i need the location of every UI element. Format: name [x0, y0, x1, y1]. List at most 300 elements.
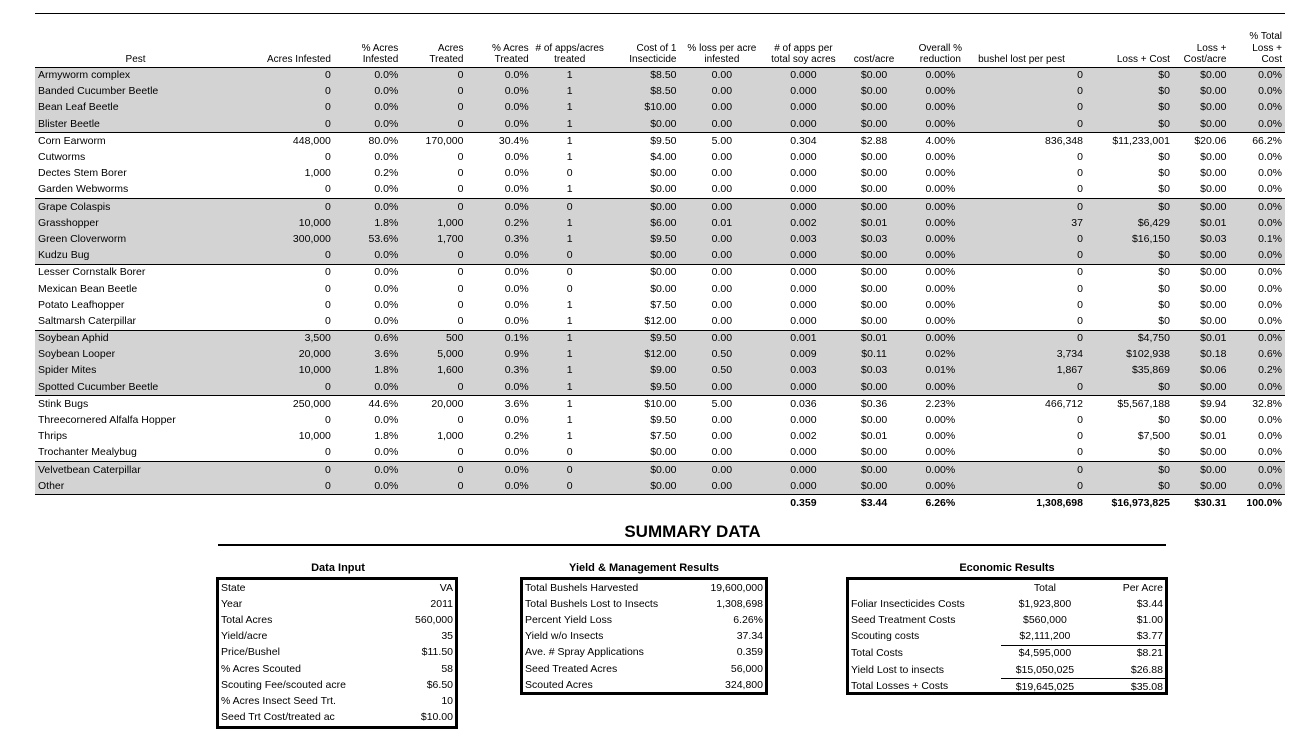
pct-acres-treated-cell: 0.0% — [466, 248, 531, 265]
pest-name-cell: Cutworms — [38, 151, 86, 164]
loss-plus-cost-cell: $0 — [1158, 414, 1170, 427]
pct-acres-treated-cell: 0.0% — [504, 151, 529, 164]
col-header: bushel lost per pest — [975, 22, 1086, 67]
header-row — [35, 22, 1285, 67]
pct-loss-cell: 0.50 — [680, 363, 765, 379]
loss-cost-acre-cell: $0.00 — [1173, 248, 1230, 265]
bushel-lost-cell: 0 — [1077, 266, 1083, 279]
cost-per-acre-cell: $0.00 — [843, 462, 906, 479]
apps-per-acre-cell: 1 — [566, 134, 573, 147]
table-row — [35, 100, 1285, 116]
apps-total-cell: 0.000 — [764, 199, 842, 216]
pct-acres-infested-cell: 3.6% — [334, 347, 401, 363]
pct-acres-infested-cell: 0.0% — [334, 462, 401, 479]
acres-infested-cell: 3,500 — [236, 330, 334, 347]
pct-loss-cell: 0.00 — [680, 182, 765, 199]
yield-value: 6.26% — [733, 613, 763, 626]
pct-acres-infested-cell: 0.0% — [334, 67, 401, 84]
pest-name-cell: Kudzu Bug — [35, 248, 236, 265]
cost-per-acre-cell: $0.00 — [843, 182, 906, 199]
apps-total-cell: 0.001 — [764, 330, 842, 347]
acres-treated-cell: 0 — [401, 67, 466, 84]
col-header: cost/acre — [843, 22, 906, 67]
totals-spacer — [35, 495, 764, 512]
total-apps: 0.359 — [764, 495, 842, 512]
pct-acres-infested-cell: 0.0% — [374, 282, 399, 295]
data-input-label: Price/Bushel — [221, 646, 280, 659]
pct-acres-treated-cell: 0.0% — [466, 67, 531, 84]
table-row — [35, 347, 1285, 363]
pct-loss-cell: 0.00 — [711, 430, 733, 443]
apps-per-acre-cell: 1 — [566, 151, 573, 164]
col-header: % Total Loss + Cost — [1229, 22, 1285, 67]
pct-total-cell: 0.0% — [1258, 430, 1282, 443]
loss-plus-cost-cell: $102,938 — [1086, 347, 1173, 363]
acres-infested-cell: 10,000 — [236, 215, 334, 231]
pct-acres-infested-cell: 1.8% — [334, 215, 401, 231]
total-bushel-lost: 1,308,698 — [975, 495, 1086, 512]
cost-per-acre-cell: $0.00 — [843, 116, 906, 133]
bushel-lost-cell: 1,867 — [975, 363, 1086, 379]
acres-infested-cell: 0 — [236, 182, 334, 199]
econ-per-acre: $26.88 — [1089, 662, 1165, 679]
insecticide-cost-cell: $0.00 — [608, 462, 680, 479]
loss-cost-acre-cell: $20.06 — [1194, 134, 1227, 147]
pct-total-cell: 0.0% — [1229, 182, 1285, 199]
table-row — [35, 116, 1285, 133]
overall-reduction-cell: 0.01% — [906, 363, 976, 379]
data-input-value: 58 — [441, 662, 453, 675]
totals-row — [35, 495, 1285, 512]
pct-acres-infested-cell: 0.0% — [334, 116, 401, 133]
table-row — [35, 84, 1285, 100]
table-row — [35, 281, 1285, 297]
acres-infested-cell: 10,000 — [298, 430, 331, 443]
pct-loss-cell: 0.00 — [680, 330, 765, 347]
bushel-lost-cell: 0 — [975, 231, 1086, 247]
econ-per-acre: $3.77 — [1089, 629, 1165, 646]
apps-per-acre-cell: 1 — [532, 347, 608, 363]
econ-row — [849, 629, 1165, 646]
data-input-label: Year — [221, 597, 243, 610]
pct-total-cell: 0.0% — [1258, 282, 1282, 295]
loss-cost-acre-cell: $0.03 — [1173, 231, 1230, 247]
loss-cost-acre-cell: $0.00 — [1173, 379, 1230, 396]
insecticide-cost-cell: $9.50 — [608, 379, 680, 396]
pest-name-cell: Armyworm complex — [35, 67, 236, 84]
pct-total-cell: 0.0% — [1229, 84, 1285, 100]
acres-treated-cell: 1,600 — [401, 363, 466, 379]
pct-total-cell: 0.0% — [1229, 199, 1285, 216]
pct-loss-cell: 5.00 — [711, 397, 733, 410]
insecticide-cost-cell: $4.00 — [650, 151, 677, 164]
apps-per-acre-cell: 1 — [532, 84, 608, 100]
pest-name-cell: Mexican Bean Beetle — [38, 282, 138, 295]
acres-infested-cell: 0 — [325, 151, 331, 164]
loss-cost-acre-cell: $9.94 — [1200, 397, 1227, 410]
econ-row — [849, 596, 1165, 612]
pct-total-cell: 32.8% — [1252, 397, 1282, 410]
overall-reduction-cell: 0.00% — [925, 430, 956, 443]
table-row — [35, 462, 1285, 479]
loss-cost-acre-cell: $0.00 — [1173, 67, 1230, 84]
econ-row — [849, 662, 1165, 679]
summary-rule — [218, 544, 1166, 546]
table-row — [35, 363, 1285, 379]
loss-cost-acre-cell: $0.00 — [1173, 445, 1230, 462]
yield-label: Percent Yield Loss — [525, 613, 612, 626]
data-input-row — [219, 612, 455, 628]
yield-label: Ave. # Spray Applications — [525, 646, 644, 659]
apps-per-acre-cell: 0 — [566, 167, 573, 180]
acres-treated-cell: 0 — [457, 282, 464, 295]
apps-total-cell: 0.000 — [790, 298, 817, 311]
pct-acres-treated-cell: 0.0% — [466, 182, 531, 199]
insecticide-cost-cell: $0.00 — [608, 478, 680, 495]
yield-value: 1,308,698 — [716, 597, 763, 610]
apps-per-acre-cell: 1 — [566, 397, 573, 410]
econ-col-per-acre: Per Acre — [1122, 581, 1163, 594]
acres-infested-cell: 250,000 — [292, 397, 331, 410]
pct-loss-cell: 0.00 — [711, 414, 733, 427]
insecticide-cost-cell: $9.50 — [650, 134, 677, 147]
loss-plus-cost-cell: $6,429 — [1086, 215, 1173, 231]
pct-acres-treated-cell: 0.2% — [466, 215, 531, 231]
econ-label: Total Losses + Costs — [851, 680, 949, 693]
cost-per-acre-cell: $0.00 — [860, 282, 888, 295]
table-row — [35, 379, 1285, 396]
acres-treated-cell: 0 — [401, 478, 466, 495]
cost-per-acre-cell: $0.00 — [843, 84, 906, 100]
apps-total-cell: 0.003 — [764, 231, 842, 247]
yield-value: 324,800 — [725, 678, 763, 691]
cost-per-acre-cell: $0.03 — [843, 363, 906, 379]
data-input-title: Data Input — [311, 562, 365, 574]
yield-row — [523, 612, 765, 628]
col-header: % Acres Infested — [334, 22, 401, 67]
acres-infested-cell: 0 — [236, 478, 334, 495]
loss-plus-cost-cell: $0 — [1086, 248, 1173, 265]
pest-name-cell: Threecornered Alfalfa Hopper — [38, 414, 176, 427]
bushel-lost-cell: 0 — [1077, 151, 1083, 164]
pct-loss-cell: 0.00 — [680, 116, 765, 133]
bushel-lost-cell: 0 — [975, 478, 1086, 495]
overall-reduction-cell: 0.00% — [906, 445, 976, 462]
apps-per-acre-cell: 0 — [566, 266, 573, 279]
economic-results-panel — [846, 577, 1168, 695]
cost-per-acre-cell: $0.01 — [860, 430, 888, 443]
pct-acres-infested-cell: 0.0% — [334, 313, 401, 330]
pct-loss-cell: 0.00 — [680, 199, 765, 216]
pct-acres-treated-cell: 0.2% — [504, 430, 529, 443]
apps-per-acre-cell: 1 — [532, 100, 608, 116]
pct-loss-cell: 0.00 — [680, 313, 765, 330]
econ-label: Seed Treatment Costs — [851, 613, 956, 626]
econ-total: $560,000 — [1023, 613, 1067, 626]
yield-label: Yield w/o Insects — [525, 630, 604, 643]
loss-plus-cost-cell: $0 — [1086, 199, 1173, 216]
yield-value: 19,600,000 — [710, 581, 763, 594]
pct-loss-cell: 0.00 — [680, 84, 765, 100]
acres-treated-cell: 0 — [401, 462, 466, 479]
table-row — [35, 231, 1285, 247]
pct-total-cell: 0.1% — [1229, 231, 1285, 247]
yield-results-title: Yield & Management Results — [569, 562, 719, 574]
data-input-row — [219, 710, 455, 726]
loss-plus-cost-cell: $0 — [1086, 100, 1173, 116]
bushel-lost-cell: 0 — [1077, 298, 1083, 311]
insecticide-cost-cell: $0.00 — [608, 248, 680, 265]
pest-name-cell: Corn Earworm — [38, 134, 106, 147]
insecticide-cost-cell: $0.00 — [650, 167, 677, 180]
bushel-lost-cell: 0 — [975, 84, 1086, 100]
data-input-label: Yield/acre — [221, 630, 268, 643]
pct-acres-treated-cell: 0.0% — [504, 282, 529, 295]
pct-loss-cell: 0.00 — [680, 379, 765, 396]
pct-acres-infested-cell: 0.0% — [374, 298, 399, 311]
bushel-lost-cell: 3,734 — [975, 347, 1086, 363]
pest-name-cell: Garden Webworms — [35, 182, 236, 199]
econ-per-acre: $3.44 — [1136, 597, 1163, 610]
econ-total: $4,595,000 — [1018, 647, 1072, 660]
yield-row — [523, 580, 765, 596]
pest-name-cell: Trochanter Mealybug — [35, 445, 236, 462]
yield-value: 56,000 — [730, 662, 763, 675]
pct-acres-infested-cell: 0.0% — [374, 266, 399, 279]
col-header: Loss + Cost/acre — [1173, 22, 1230, 67]
pct-acres-treated-cell: 30.4% — [498, 134, 529, 147]
col-header: Cost of 1 Insecticide — [608, 22, 680, 67]
apps-per-acre-cell: 1 — [566, 298, 573, 311]
pct-total-cell: 0.0% — [1229, 313, 1285, 330]
loss-cost-acre-cell: $0.00 — [1173, 478, 1230, 495]
loss-plus-cost-cell: $0 — [1086, 445, 1173, 462]
acres-infested-cell: 0 — [236, 248, 334, 265]
apps-total-cell: 0.000 — [790, 414, 817, 427]
pct-acres-infested-cell: 0.0% — [334, 182, 401, 199]
acres-infested-cell: 448,000 — [292, 134, 331, 147]
acres-treated-cell: 0 — [401, 248, 466, 265]
cost-per-acre-cell: $0.00 — [860, 167, 888, 180]
loss-cost-acre-cell: $0.00 — [1173, 313, 1230, 330]
apps-total-cell: 0.000 — [790, 151, 817, 164]
overall-reduction-cell: 0.00% — [906, 182, 976, 199]
cost-per-acre-cell: $0.00 — [843, 199, 906, 216]
pct-loss-cell: 0.00 — [711, 151, 733, 164]
overall-reduction-cell: 0.00% — [906, 67, 976, 84]
total-percent: 100.0% — [1229, 495, 1285, 512]
pct-loss-cell: 0.00 — [711, 167, 733, 180]
pct-acres-treated-cell: 0.0% — [466, 84, 531, 100]
col-header: # of apps per total soy acres — [764, 22, 842, 67]
acres-treated-cell: 0 — [401, 84, 466, 100]
pest-name-cell: Spotted Cucumber Beetle — [35, 379, 236, 396]
pct-acres-treated-cell: 0.0% — [466, 462, 531, 479]
total-reduction: 6.26% — [906, 495, 976, 512]
pct-acres-treated-cell: 0.0% — [466, 379, 531, 396]
loss-plus-cost-cell: $16,150 — [1086, 231, 1173, 247]
pest-name-cell: Thrips — [38, 430, 68, 443]
acres-infested-cell: 0 — [325, 282, 331, 295]
apps-total-cell: 0.009 — [764, 347, 842, 363]
overall-reduction-cell: 0.00% — [925, 298, 956, 311]
data-input-row — [219, 596, 455, 612]
econ-row — [849, 645, 1165, 662]
acres-treated-cell: 500 — [401, 330, 466, 347]
overall-reduction-cell: 0.00% — [906, 248, 976, 265]
top-rule — [35, 13, 1285, 14]
apps-total-cell: 0.000 — [790, 266, 817, 279]
overall-reduction-cell: 0.00% — [925, 151, 956, 164]
apps-per-acre-cell: 1 — [566, 414, 573, 427]
data-input-value: 2011 — [430, 597, 453, 610]
pct-total-cell: 0.2% — [1229, 363, 1285, 379]
yield-label: Seed Treated Acres — [525, 662, 618, 675]
economic-results-title: Economic Results — [959, 562, 1055, 574]
apps-per-acre-cell: 1 — [532, 116, 608, 133]
econ-per-acre: $8.21 — [1136, 647, 1163, 660]
yield-label: Total Bushels Harvested — [525, 581, 639, 594]
table-row — [35, 166, 1285, 182]
econ-header-row — [849, 580, 1165, 596]
data-input-row — [219, 645, 455, 661]
pct-total-cell: 0.0% — [1229, 462, 1285, 479]
pct-acres-treated-cell: 0.0% — [466, 313, 531, 330]
yield-label: Scouted Acres — [525, 678, 593, 691]
loss-plus-cost-cell: $0 — [1086, 313, 1173, 330]
cost-per-acre-cell: $0.00 — [860, 266, 888, 279]
cost-per-acre-cell: $0.03 — [843, 231, 906, 247]
acres-infested-cell: 0 — [236, 445, 334, 462]
yield-value: 37.34 — [736, 630, 763, 643]
bushel-lost-cell: 0 — [1077, 414, 1083, 427]
overall-reduction-cell: 0.00% — [906, 199, 976, 216]
bushel-lost-cell: 0 — [975, 462, 1086, 479]
table-row — [35, 297, 1285, 313]
pct-acres-treated-cell: 0.1% — [466, 330, 531, 347]
pct-total-cell: 0.0% — [1258, 167, 1282, 180]
overall-reduction-cell: 0.00% — [925, 167, 956, 180]
pct-acres-infested-cell: 0.0% — [374, 151, 399, 164]
pct-acres-infested-cell: 1.8% — [334, 363, 401, 379]
pct-acres-infested-cell: 0.0% — [334, 445, 401, 462]
insecticide-cost-cell: $8.50 — [608, 67, 680, 84]
bushel-lost-cell: 37 — [975, 215, 1086, 231]
pest-name-cell: Velvetbean Caterpillar — [35, 462, 236, 479]
cost-per-acre-cell: $0.36 — [860, 397, 888, 410]
loss-cost-acre-cell: $0.00 — [1173, 462, 1230, 479]
overall-reduction-cell: 0.00% — [906, 100, 976, 116]
bushel-lost-cell: 0 — [975, 182, 1086, 199]
acres-treated-cell: 0 — [401, 100, 466, 116]
cost-per-acre-cell: $0.00 — [860, 414, 888, 427]
pct-acres-infested-cell: 0.6% — [334, 330, 401, 347]
loss-cost-acre-cell: $0.00 — [1173, 116, 1230, 133]
econ-row — [849, 679, 1165, 696]
table-row — [35, 445, 1285, 462]
pct-loss-cell: 0.00 — [680, 462, 765, 479]
pct-total-cell: 0.0% — [1229, 116, 1285, 133]
pest-name-cell: Blister Beetle — [35, 116, 236, 133]
table-row — [35, 412, 1285, 428]
pct-acres-infested-cell: 0.0% — [334, 379, 401, 396]
pct-loss-cell: 0.00 — [680, 478, 765, 495]
pct-acres-treated-cell: 0.9% — [466, 347, 531, 363]
pest-name-cell: Spider Mites — [35, 363, 236, 379]
loss-cost-acre-cell: $0.00 — [1173, 84, 1230, 100]
yield-value: 0.359 — [736, 646, 763, 659]
apps-total-cell: 0.002 — [764, 215, 842, 231]
acres-infested-cell: 1,000 — [304, 167, 331, 180]
econ-col-total: Total — [1033, 581, 1056, 594]
table-row — [35, 429, 1285, 445]
data-input-label: % Acres Scouted — [221, 662, 301, 675]
data-input-row — [219, 677, 455, 693]
overall-reduction-cell: 0.00% — [906, 84, 976, 100]
apps-per-acre-cell: 1 — [566, 430, 573, 443]
data-input-row — [219, 661, 455, 677]
acres-treated-cell: 0 — [457, 414, 464, 427]
acres-treated-cell: 0 — [457, 266, 464, 279]
table-row — [35, 478, 1285, 495]
col-header: Acres Infested — [236, 22, 334, 67]
pest-name-cell: Grape Colaspis — [35, 199, 236, 216]
apps-per-acre-cell: 0 — [532, 445, 608, 462]
apps-per-acre-cell: 0 — [532, 462, 608, 479]
pct-acres-treated-cell: 3.6% — [504, 397, 529, 410]
apps-per-acre-cell: 1 — [532, 182, 608, 199]
pct-acres-infested-cell: 0.0% — [334, 100, 401, 116]
apps-total-cell: 0.000 — [764, 478, 842, 495]
pct-loss-cell: 0.00 — [680, 231, 765, 247]
pest-name-cell: Stink Bugs — [38, 397, 89, 410]
acres-treated-cell: 1,000 — [401, 215, 466, 231]
acres-treated-cell: 0 — [457, 298, 464, 311]
bushel-lost-cell: 0 — [975, 379, 1086, 396]
pct-total-cell: 0.0% — [1229, 478, 1285, 495]
apps-per-acre-cell: 1 — [532, 379, 608, 396]
pct-total-cell: 0.0% — [1229, 330, 1285, 347]
pct-total-cell: 0.0% — [1229, 379, 1285, 396]
acres-infested-cell: 0 — [236, 313, 334, 330]
acres-infested-cell: 0 — [236, 379, 334, 396]
bushel-lost-cell: 0 — [975, 248, 1086, 265]
bushel-lost-cell: 0 — [1077, 282, 1083, 295]
acres-infested-cell: 0 — [236, 462, 334, 479]
acres-infested-cell: 0 — [325, 414, 331, 427]
econ-per-acre: $1.00 — [1136, 613, 1163, 626]
apps-total-cell: 0.000 — [790, 167, 817, 180]
acres-infested-cell: 0 — [236, 199, 334, 216]
insecticide-cost-cell: $7.50 — [650, 298, 677, 311]
apps-per-acre-cell: 1 — [532, 215, 608, 231]
acres-treated-cell: 0 — [401, 116, 466, 133]
overall-reduction-cell: 2.23% — [925, 397, 956, 410]
insecticide-cost-cell: $6.00 — [608, 215, 680, 231]
acres-treated-cell: 1,000 — [437, 430, 464, 443]
insecticide-cost-cell: $8.50 — [608, 84, 680, 100]
apps-per-acre-cell: 1 — [532, 330, 608, 347]
col-header: % Acres Treated — [466, 22, 531, 67]
bushel-lost-cell: 836,348 — [1045, 134, 1083, 147]
acres-infested-cell: 0 — [325, 298, 331, 311]
loss-plus-cost-cell: $0 — [1158, 266, 1170, 279]
loss-plus-cost-cell: $0 — [1086, 182, 1173, 199]
insecticide-cost-cell: $9.00 — [608, 363, 680, 379]
econ-total: $19,645,025 — [1015, 680, 1075, 693]
data-input-row — [219, 580, 455, 596]
pct-loss-cell: 0.00 — [680, 445, 765, 462]
